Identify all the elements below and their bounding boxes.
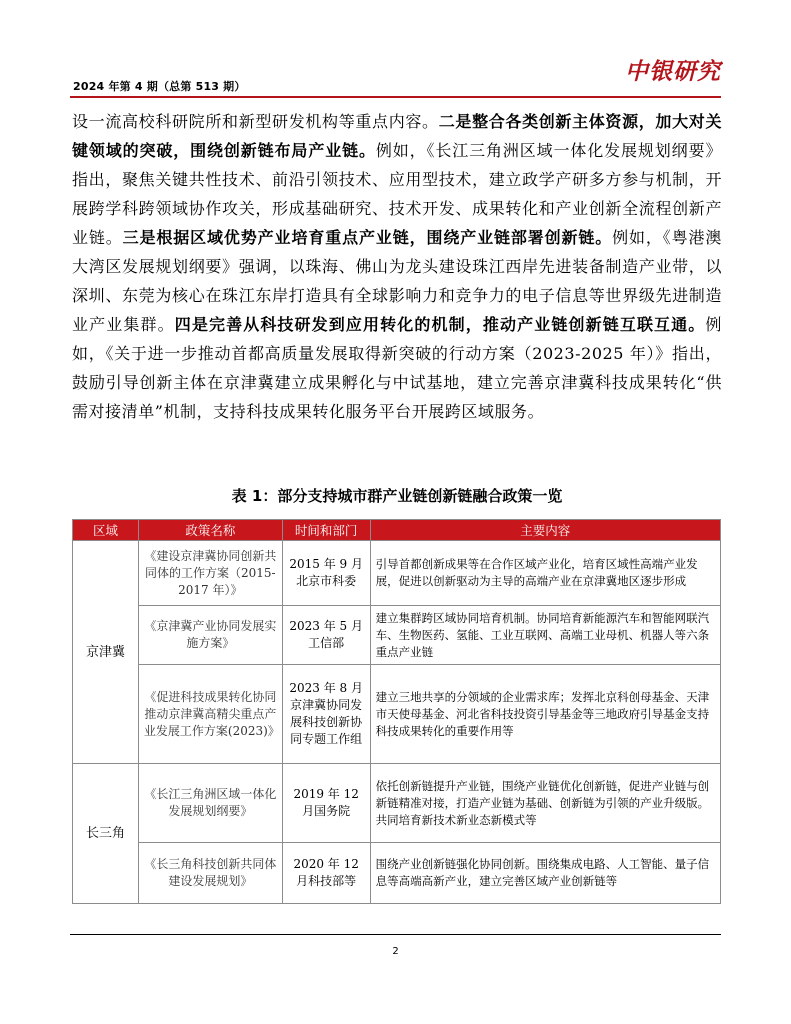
policy-table [72, 519, 721, 904]
content-cell: 建立集群跨区域协同培育机制。协同培育新能源汽车和智能网联汽车、生物医药、氢能、工业互联网、高端工业母机、机器人等六条重点产业链 [370, 606, 720, 665]
content-cell: 围绕产业创新链强化协同创新。围绕集成电路、人工智能、量子信息等高端高新产业，建立完善区域产业创新链等 [370, 843, 720, 904]
table-row [73, 665, 721, 764]
body-emphasis: 二是整合各类创新主体资源，加大对关键领域的突破，围绕创新链布局产业链。 [72, 112, 722, 160]
content-cell: 建立三地共享的分领域的企业需求库；发挥北京科创母基金、天津市天使母基金、河北省科技投资引导基金等三地政府引导基金支持科技成果转化的重要作用等 [370, 665, 720, 764]
column-header-content: 主要内容 [370, 520, 720, 541]
body-sentence: 例如，《关于进一步推动首都高质量发展取得新突破的行动方案（2023-2025 年）》指出，鼓励引导创新主体在京津冀建立成果孵化与中试基地，建立完善京津冀科技成果转化“供需对接清单”机制，支持科技成果转化服务平台开展跨区域服务。 [72, 315, 722, 421]
body-paragraph [72, 107, 722, 426]
footer-divider [70, 934, 721, 935]
column-header-time-dept: 时间和部门 [282, 520, 370, 541]
brand-logo-text: 中银研究 [625, 58, 721, 85]
time-dept-cell: 2023 年 5 月工信部 [282, 606, 370, 665]
article-body [72, 107, 722, 426]
column-header-policy: 政策名称 [138, 520, 282, 541]
page-number: 2 [392, 946, 399, 957]
issue-label: 2024 年第 4 期（总第 513 期） [73, 80, 246, 93]
body-sentence: 例如，《长江三角洲区域一体化发展规划纲要》指出，聚焦关键共性技术、前沿引领技术、应用型技术，建立政学产研多方参与机制，开展跨学科跨领域协作攻关，形成基础研究、技术开发、成果转化和产业创新全流程创新产业链。 [72, 141, 722, 247]
table-header-row [73, 520, 721, 541]
column-header-region: 区域 [73, 520, 139, 541]
region-cell: 京津冀 [73, 541, 139, 764]
body-sentence: 设一流高校科研院所和新型研发机构等重点内容。 [72, 112, 439, 131]
content-cell: 引导首都创新成果等在合作区域产业化，培育区域性高端产业发展，促进以创新驱动为主导的高端产业在京津冀地区逐步形成 [370, 541, 720, 606]
body-sentence: 例如，《粤港澳大湾区发展规划纲要》强调，以珠海、佛山为龙头建设珠江西岸先进装备制造产业带，以深圳、东莞为核心在珠江东岸打造具有全球影响力和竞争力的电子信息等世界级先进制造业产业集群。 [72, 228, 722, 334]
time-dept-cell: 2023 年 8 月京津冀协同发展科技创新协同专题工作组 [282, 665, 370, 764]
region-cell: 长三角 [73, 764, 139, 904]
table-row [73, 606, 721, 665]
header-divider [70, 96, 721, 98]
time-dept-cell: 2015 年 9 月北京市科委 [282, 541, 370, 606]
table-caption: 表 1：部分支持城市群产业链创新链融合政策一览 [231, 487, 563, 505]
policy-name-cell: 《京津冀产业协同发展实施方案》 [138, 606, 282, 665]
table-row [73, 541, 721, 606]
time-dept-cell: 2019 年 12 月国务院 [282, 764, 370, 843]
policy-name-cell: 《长江三角洲区域一体化发展规划纲要》 [138, 764, 282, 843]
table-row [73, 843, 721, 904]
content-cell: 依托创新链提升产业链，围绕产业链优化创新链，促进产业链与创新链精准对接，打造产业链为基础、创新链为引领的产业升级版。共同培育新技术新业态新模式等 [370, 764, 720, 843]
brand-logo [625, 55, 723, 85]
time-dept-cell: 2020 年 12 月科技部等 [282, 843, 370, 904]
body-emphasis: 三是根据区域优势产业培育重点产业链，围绕产业链部署创新链。 [122, 228, 613, 247]
body-emphasis: 四是完善从科技研发到应用转化的机制，推动产业链创新链互联互通。 [174, 315, 706, 334]
policy-name-cell: 《建设京津冀协同创新共同体的工作方案（2015-2017 年）》 [138, 541, 282, 606]
table-row [73, 764, 721, 843]
policy-name-cell: 《促进科技成果转化协同推动京津冀高精尖重点产业发展工作方案(2023)》 [138, 665, 282, 764]
policy-name-cell: 《长三角科技创新共同体建设发展规划》 [138, 843, 282, 904]
